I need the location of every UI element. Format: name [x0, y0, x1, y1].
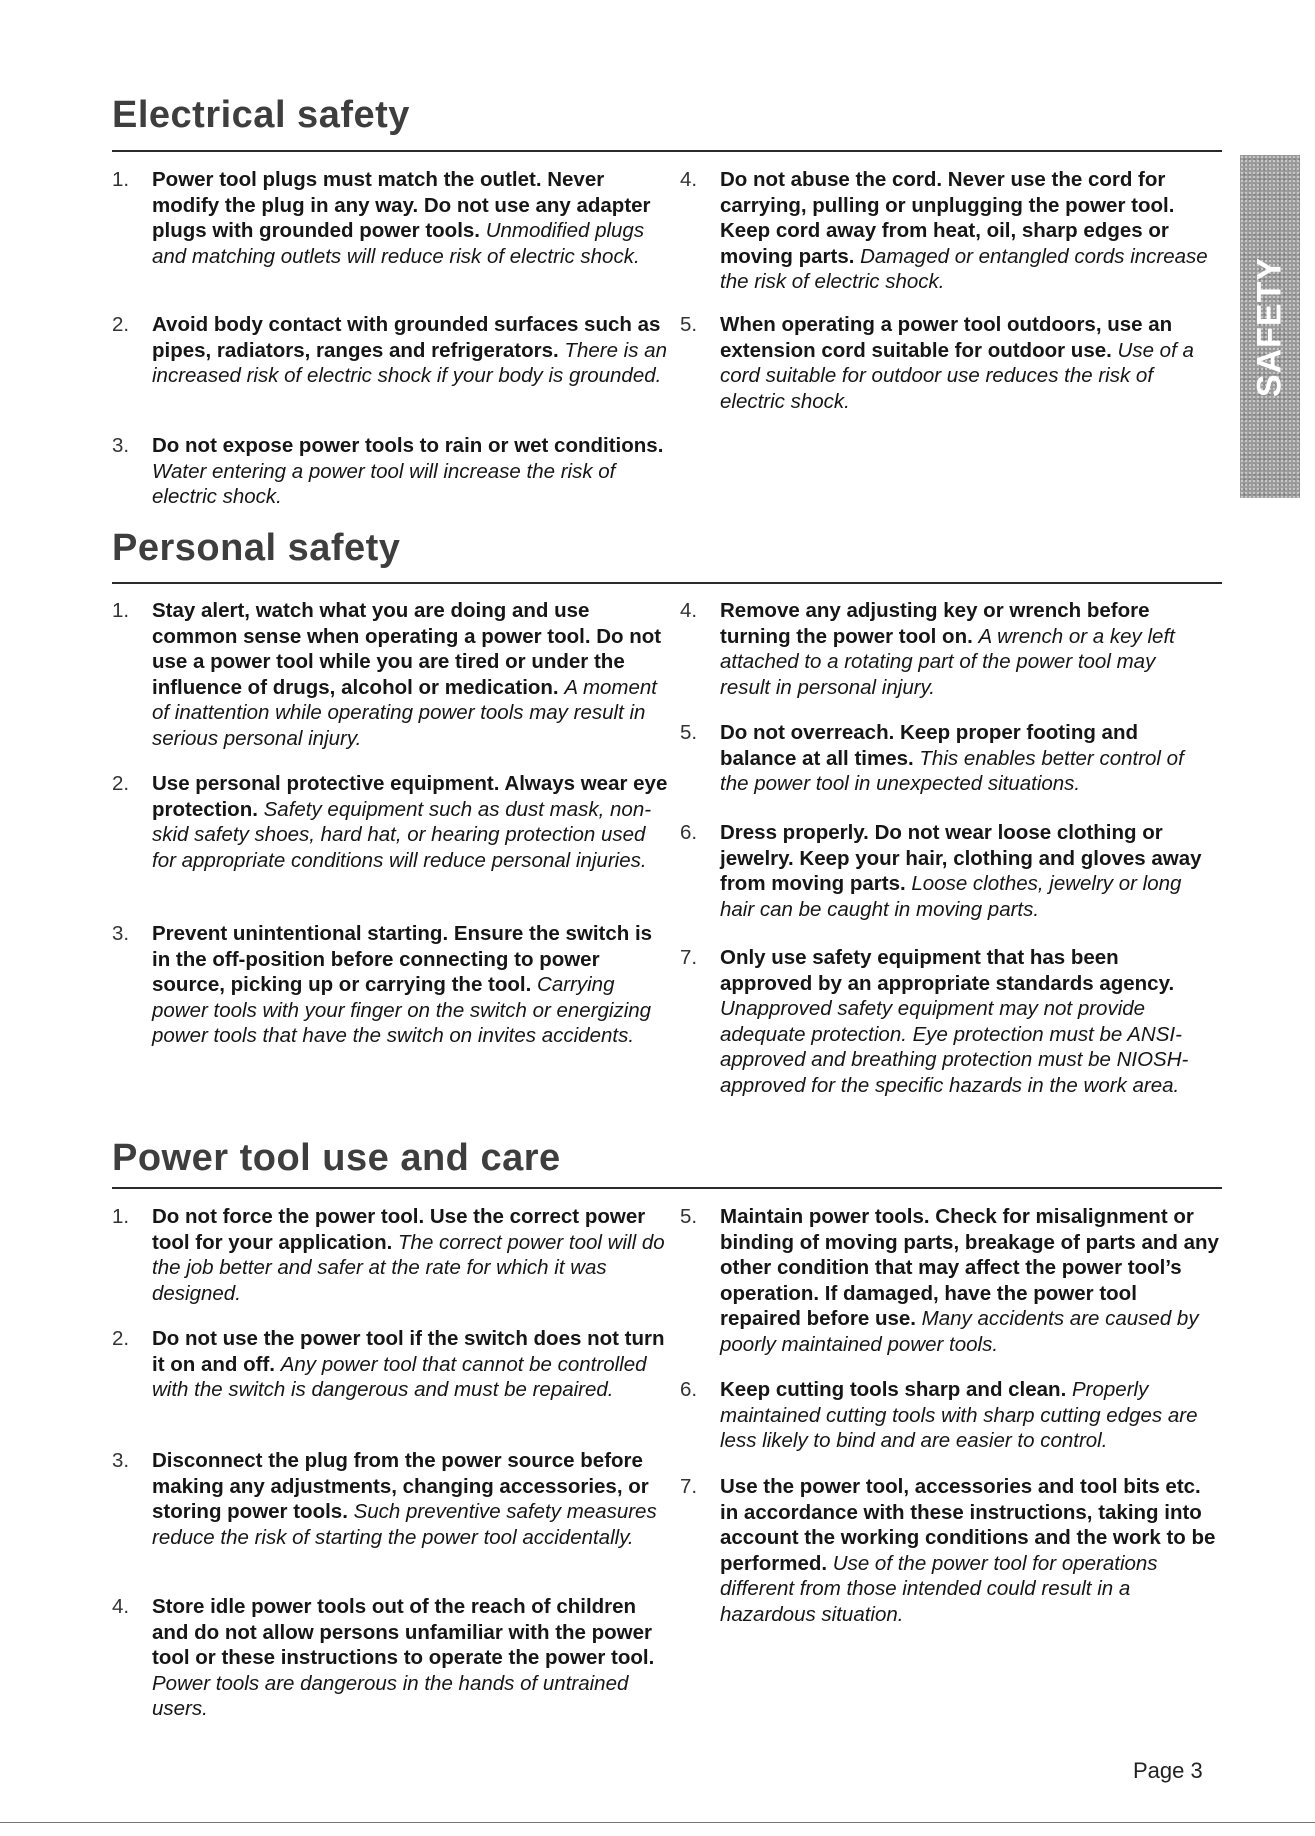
item-explanation: Safety equipment such as dust mask, non-skid safety shoes, hard hat, or hearing protection used for appropriate conditions will reduce personal injuries. — [152, 797, 652, 872]
item-instruction: Remove any adjusting key or wrench before turning the power tool on. — [720, 599, 1150, 648]
item-instruction: Prevent unintentional starting. Ensure the switch is in the off-position before connecting to power source, picking up or carrying the tool. — [152, 922, 653, 997]
item-number: 7. — [680, 946, 698, 969]
section-divider — [112, 582, 1222, 584]
item-number: 3. — [112, 922, 130, 945]
item-instruction: Stay alert, watch what you are doing and use common sense when operating a power tool. Do not use a power tool while you are tired or under the influence of drugs, alcohol or medication. — [152, 599, 662, 699]
section-divider — [112, 150, 1222, 152]
list-item — [680, 598, 1210, 700]
item-number: 1. — [112, 168, 130, 191]
section-heading-electrical-safety: Electrical safety — [112, 94, 410, 136]
item-explanation: Properly maintained cutting tools with sharp cutting edges are less likely to bind and are easier to control. — [720, 1378, 1198, 1453]
list-item — [112, 598, 672, 752]
item-number: 1. — [112, 599, 130, 622]
list-item — [112, 433, 672, 510]
item-instruction: Do not force the power tool. Use the correct power tool for your application. — [152, 1205, 646, 1254]
item-explanation: Many accidents are caused by poorly maintained power tools. — [720, 1307, 1199, 1356]
section-divider — [112, 1187, 1222, 1189]
item-instruction: Disconnect the plug from the power source before making any adjustments, changing accessories, or storing power tools. — [152, 1449, 649, 1524]
item-number: 7. — [680, 1475, 698, 1498]
item-explanation: Use of the power tool for operations different from those intended could result in a hazardous situation. — [720, 1551, 1158, 1626]
item-number: 6. — [680, 1378, 698, 1401]
item-explanation: A moment of inattention while operating power tools may result in serious personal injury. — [152, 675, 658, 750]
list-item — [112, 1594, 672, 1722]
item-instruction: Do not overreach. Keep proper footing and balance at all times. — [720, 721, 1139, 770]
page-bottom-edge — [0, 1822, 1315, 1823]
item-instruction: When operating a power tool outdoors, use an extension cord suitable for outdoor use. — [720, 313, 1173, 362]
item-explanation: Water entering a power tool will increase the risk of electric shock. — [152, 459, 616, 509]
item-number: 2. — [112, 313, 130, 336]
item-number: 6. — [680, 821, 698, 844]
item-instruction: Use the power tool, accessories and tool bits etc. in accordance with these instructions, taking into account the working conditions and the work to be performed. — [720, 1475, 1216, 1575]
list-item — [680, 1204, 1220, 1358]
list-item — [680, 1474, 1220, 1628]
list-item — [112, 1204, 672, 1306]
item-explanation: Unapproved safety equipment may not provide adequate protection. Eye protection must be ANSI-approved and breathing protection must be NIOSH-approved for the specific hazards in the work area. — [720, 997, 1189, 1097]
item-number: 4. — [112, 1595, 130, 1618]
item-explanation: A wrench or a key left attached to a rotating part of the power tool may result in personal injury. — [720, 624, 1175, 699]
item-explanation: Carrying power tools with your finger on the switch or energizing power tools that have the switch on invites accidents. — [152, 973, 652, 1048]
section-heading-power-tool-use-and-care: Power tool use and care — [112, 1137, 561, 1179]
item-instruction: Dress properly. Do not wear loose clothing or jewelry. Keep your hair, clothing and gloves away from moving parts. — [720, 821, 1202, 896]
item-explanation: Any power tool that cannot be controlled with the switch is dangerous and must be repaired. — [152, 1352, 647, 1402]
item-explanation: Power tools are dangerous in the hands of untrained users. — [152, 1671, 629, 1721]
item-explanation: Loose clothes, jewelry or long hair can be caught in moving parts. — [720, 872, 1182, 921]
item-explanation: The correct power tool will do the job better and safer at the rate for which it was designed. — [152, 1230, 665, 1305]
list-item — [680, 720, 1210, 797]
item-explanation: Unmodified plugs and matching outlets will reduce risk of electric shock. — [152, 219, 645, 268]
item-instruction: Do not expose power tools to rain or wet conditions. — [152, 434, 664, 457]
list-item — [112, 312, 672, 389]
list-item — [112, 167, 672, 269]
item-number: 3. — [112, 1449, 130, 1472]
safety-side-tab — [1240, 155, 1300, 498]
item-instruction: Keep cutting tools sharp and clean. — [720, 1378, 1067, 1401]
item-explanation: Use of a cord suitable for outdoor use reduces the risk of electric shock. — [720, 338, 1194, 413]
list-item — [112, 1326, 672, 1403]
item-number: 3. — [112, 434, 130, 457]
item-number: 2. — [112, 772, 130, 795]
item-instruction: Store idle power tools out of the reach of children and do not allow persons unfamiliar with the power tool or these instructions to operate the power tool. — [152, 1595, 655, 1670]
list-item — [680, 167, 1210, 295]
item-instruction: Do not use the power tool if the switch does not turn it on and off. — [152, 1327, 665, 1376]
list-item — [112, 1448, 672, 1550]
list-item — [680, 820, 1210, 922]
item-explanation: Damaged or entangled cords increase the risk of electric shock. — [720, 244, 1208, 294]
page-number: Page 3 — [1133, 1758, 1203, 1783]
item-instruction: Power tool plugs must match the outlet. Never modify the plug in any way. Do not use any adapter plugs with grounded power tools. — [152, 168, 651, 243]
item-instruction: Avoid body contact with grounded surfaces such as pipes, radiators, ranges and refrigerators. — [152, 313, 661, 362]
list-item — [112, 771, 672, 873]
item-number: 2. — [112, 1327, 130, 1350]
item-number: 5. — [680, 1205, 698, 1228]
list-item — [680, 945, 1210, 1099]
item-instruction: Only use safety equipment that has been approved by an appropriate standards agency. — [720, 946, 1175, 995]
item-number: 4. — [680, 599, 698, 622]
item-explanation: This enables better control of the power tool in unexpected situations. — [720, 746, 1184, 796]
safety-tab-label: SAFETY — [1250, 256, 1289, 397]
list-item — [680, 312, 1210, 414]
section-heading-personal-safety: Personal safety — [112, 527, 401, 569]
item-instruction: Do not abuse the cord. Never use the cord for carrying, pulling or unplugging the power tool. Keep cord away from heat, oil, sharp edges or moving parts. — [720, 168, 1175, 268]
item-instruction: Maintain power tools. Check for misalignment or binding of moving parts, breakage of parts and any other condition that may affect the power tool’s operation. If damaged, have the power tool repaired before use. — [720, 1205, 1219, 1331]
item-number: 5. — [680, 313, 698, 336]
item-number: 1. — [112, 1205, 130, 1228]
item-explanation: Such preventive safety measures reduce the risk of starting the power tool accidentally. — [152, 1500, 657, 1549]
item-number: 4. — [680, 168, 698, 191]
list-item — [112, 921, 672, 1049]
item-instruction: Use personal protective equipment. Always wear eye protection. — [152, 772, 668, 821]
item-explanation: There is an increased risk of electric shock if your body is grounded. — [152, 338, 667, 388]
list-item — [680, 1377, 1220, 1454]
item-number: 5. — [680, 721, 698, 744]
